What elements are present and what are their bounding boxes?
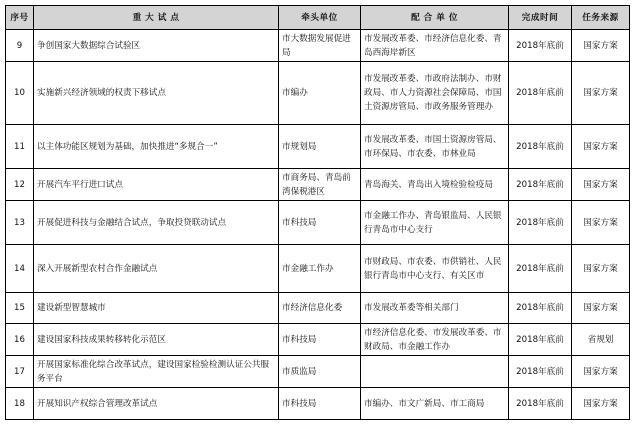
table-row [6, 169, 630, 201]
cell-time: 2018年底前 [509, 324, 572, 356]
table-row [6, 201, 630, 245]
cell-time: 2018年底前 [509, 169, 572, 201]
cell-no: 12 [6, 169, 34, 201]
cell-name: 深入开展新型农村合作金融试点 [34, 245, 279, 293]
cell-coop [361, 356, 509, 388]
cell-lead: 市科技局 [279, 324, 361, 356]
cell-source: 国家方案 [572, 356, 630, 388]
cell-name: 开展促进科技与金融结合试点，争取投贷联动试点 [34, 201, 279, 245]
cell-lead: 市科技局 [279, 388, 361, 420]
cell-lead: 市质监局 [279, 356, 361, 388]
table-row [6, 30, 630, 62]
table-row [6, 293, 630, 324]
cell-source: 国家方案 [572, 125, 630, 169]
cell-lead: 市规划局 [279, 125, 361, 169]
cell-name: 开展知识产权综合管理改革试点 [34, 388, 279, 420]
cell-lead: 市经济信息化委 [279, 293, 361, 324]
cell-no: 14 [6, 245, 34, 293]
cell-time: 2018年底前 [509, 125, 572, 169]
cell-lead: 市编办 [279, 62, 361, 125]
table-header-row [6, 6, 630, 30]
table-row [6, 324, 630, 356]
cell-lead: 市大数据发展促进局 [279, 30, 361, 62]
cell-source: 国家方案 [572, 245, 630, 293]
table-row [6, 125, 630, 169]
cell-coop: 市金融工作办、青岛银监局、人民银行青岛市中心支行 [361, 201, 509, 245]
cell-no: 11 [6, 125, 34, 169]
header-name: 重 大 试 点 [34, 6, 279, 30]
cell-source: 国家方案 [572, 169, 630, 201]
cell-source: 国家方案 [572, 201, 630, 245]
cell-coop: 市发展改革委、市经济信息化委、青岛西海岸新区 [361, 30, 509, 62]
cell-no: 16 [6, 324, 34, 356]
cell-no: 10 [6, 62, 34, 125]
cell-name: 建设国家科技成果转移转化示范区 [34, 324, 279, 356]
cell-source: 国家方案 [572, 62, 630, 125]
cell-coop: 市发展改革委等相关部门 [361, 293, 509, 324]
cell-source: 省规划 [572, 324, 630, 356]
cell-time: 2018年底前 [509, 356, 572, 388]
cell-source: 国家方案 [572, 30, 630, 62]
cell-coop: 青岛海关、青岛出入境检验检疫局 [361, 169, 509, 201]
header-time: 完成时间 [509, 6, 572, 30]
cell-name: 开展汽车平行进口试点 [34, 169, 279, 201]
cell-source: 国家方案 [572, 293, 630, 324]
cell-no: 17 [6, 356, 34, 388]
cell-lead: 市金融工作办 [279, 245, 361, 293]
cell-name: 实施新兴经济领域的权责下移试点 [34, 62, 279, 125]
table-row [6, 245, 630, 293]
cell-name: 建设新型智慧城市 [34, 293, 279, 324]
header-source: 任务来源 [572, 6, 630, 30]
table-row [6, 62, 630, 125]
header-coop: 配 合 单 位 [361, 6, 509, 30]
cell-no: 9 [6, 30, 34, 62]
table-row [6, 356, 630, 388]
cell-coop: 市发展改革委、市政府法制办、市财政局、市人力资源社会保障局、市国土资源房管局、市政务服务管理办 [361, 62, 509, 125]
cell-time: 2018年底前 [509, 293, 572, 324]
cell-time: 2018年底前 [509, 245, 572, 293]
cell-time: 2018年底前 [509, 62, 572, 125]
pilot-table [5, 5, 630, 420]
cell-coop: 市编办、市文广新局、市工商局 [361, 388, 509, 420]
header-lead: 牵头单位 [279, 6, 361, 30]
cell-coop: 市发展改革委、市国土资源房管局、市环保局、市农委、市林业局 [361, 125, 509, 169]
cell-source: 国家方案 [572, 388, 630, 420]
cell-no: 18 [6, 388, 34, 420]
cell-no: 13 [6, 201, 34, 245]
cell-name: 以主体功能区规划为基础，加快推进“多规合一” [34, 125, 279, 169]
cell-no: 15 [6, 293, 34, 324]
table-row [6, 388, 630, 420]
cell-name: 争创国家大数据综合试验区 [34, 30, 279, 62]
cell-time: 2018年底前 [509, 388, 572, 420]
cell-coop: 市经济信息化委、市发展改革委、市财政局、市金融工作办 [361, 324, 509, 356]
cell-coop: 市财政局、市农委、市供销社、人民银行青岛市中心支行、有关区市 [361, 245, 509, 293]
cell-time: 2018年底前 [509, 201, 572, 245]
cell-time: 2018年底前 [509, 30, 572, 62]
header-no: 序号 [6, 6, 34, 30]
cell-lead: 市科技局 [279, 201, 361, 245]
cell-lead: 市商务局、青岛前湾保税港区 [279, 169, 361, 201]
cell-name: 开展国家标准化综合改革试点，建设国家检验检测认证公共服务平台 [34, 356, 279, 388]
